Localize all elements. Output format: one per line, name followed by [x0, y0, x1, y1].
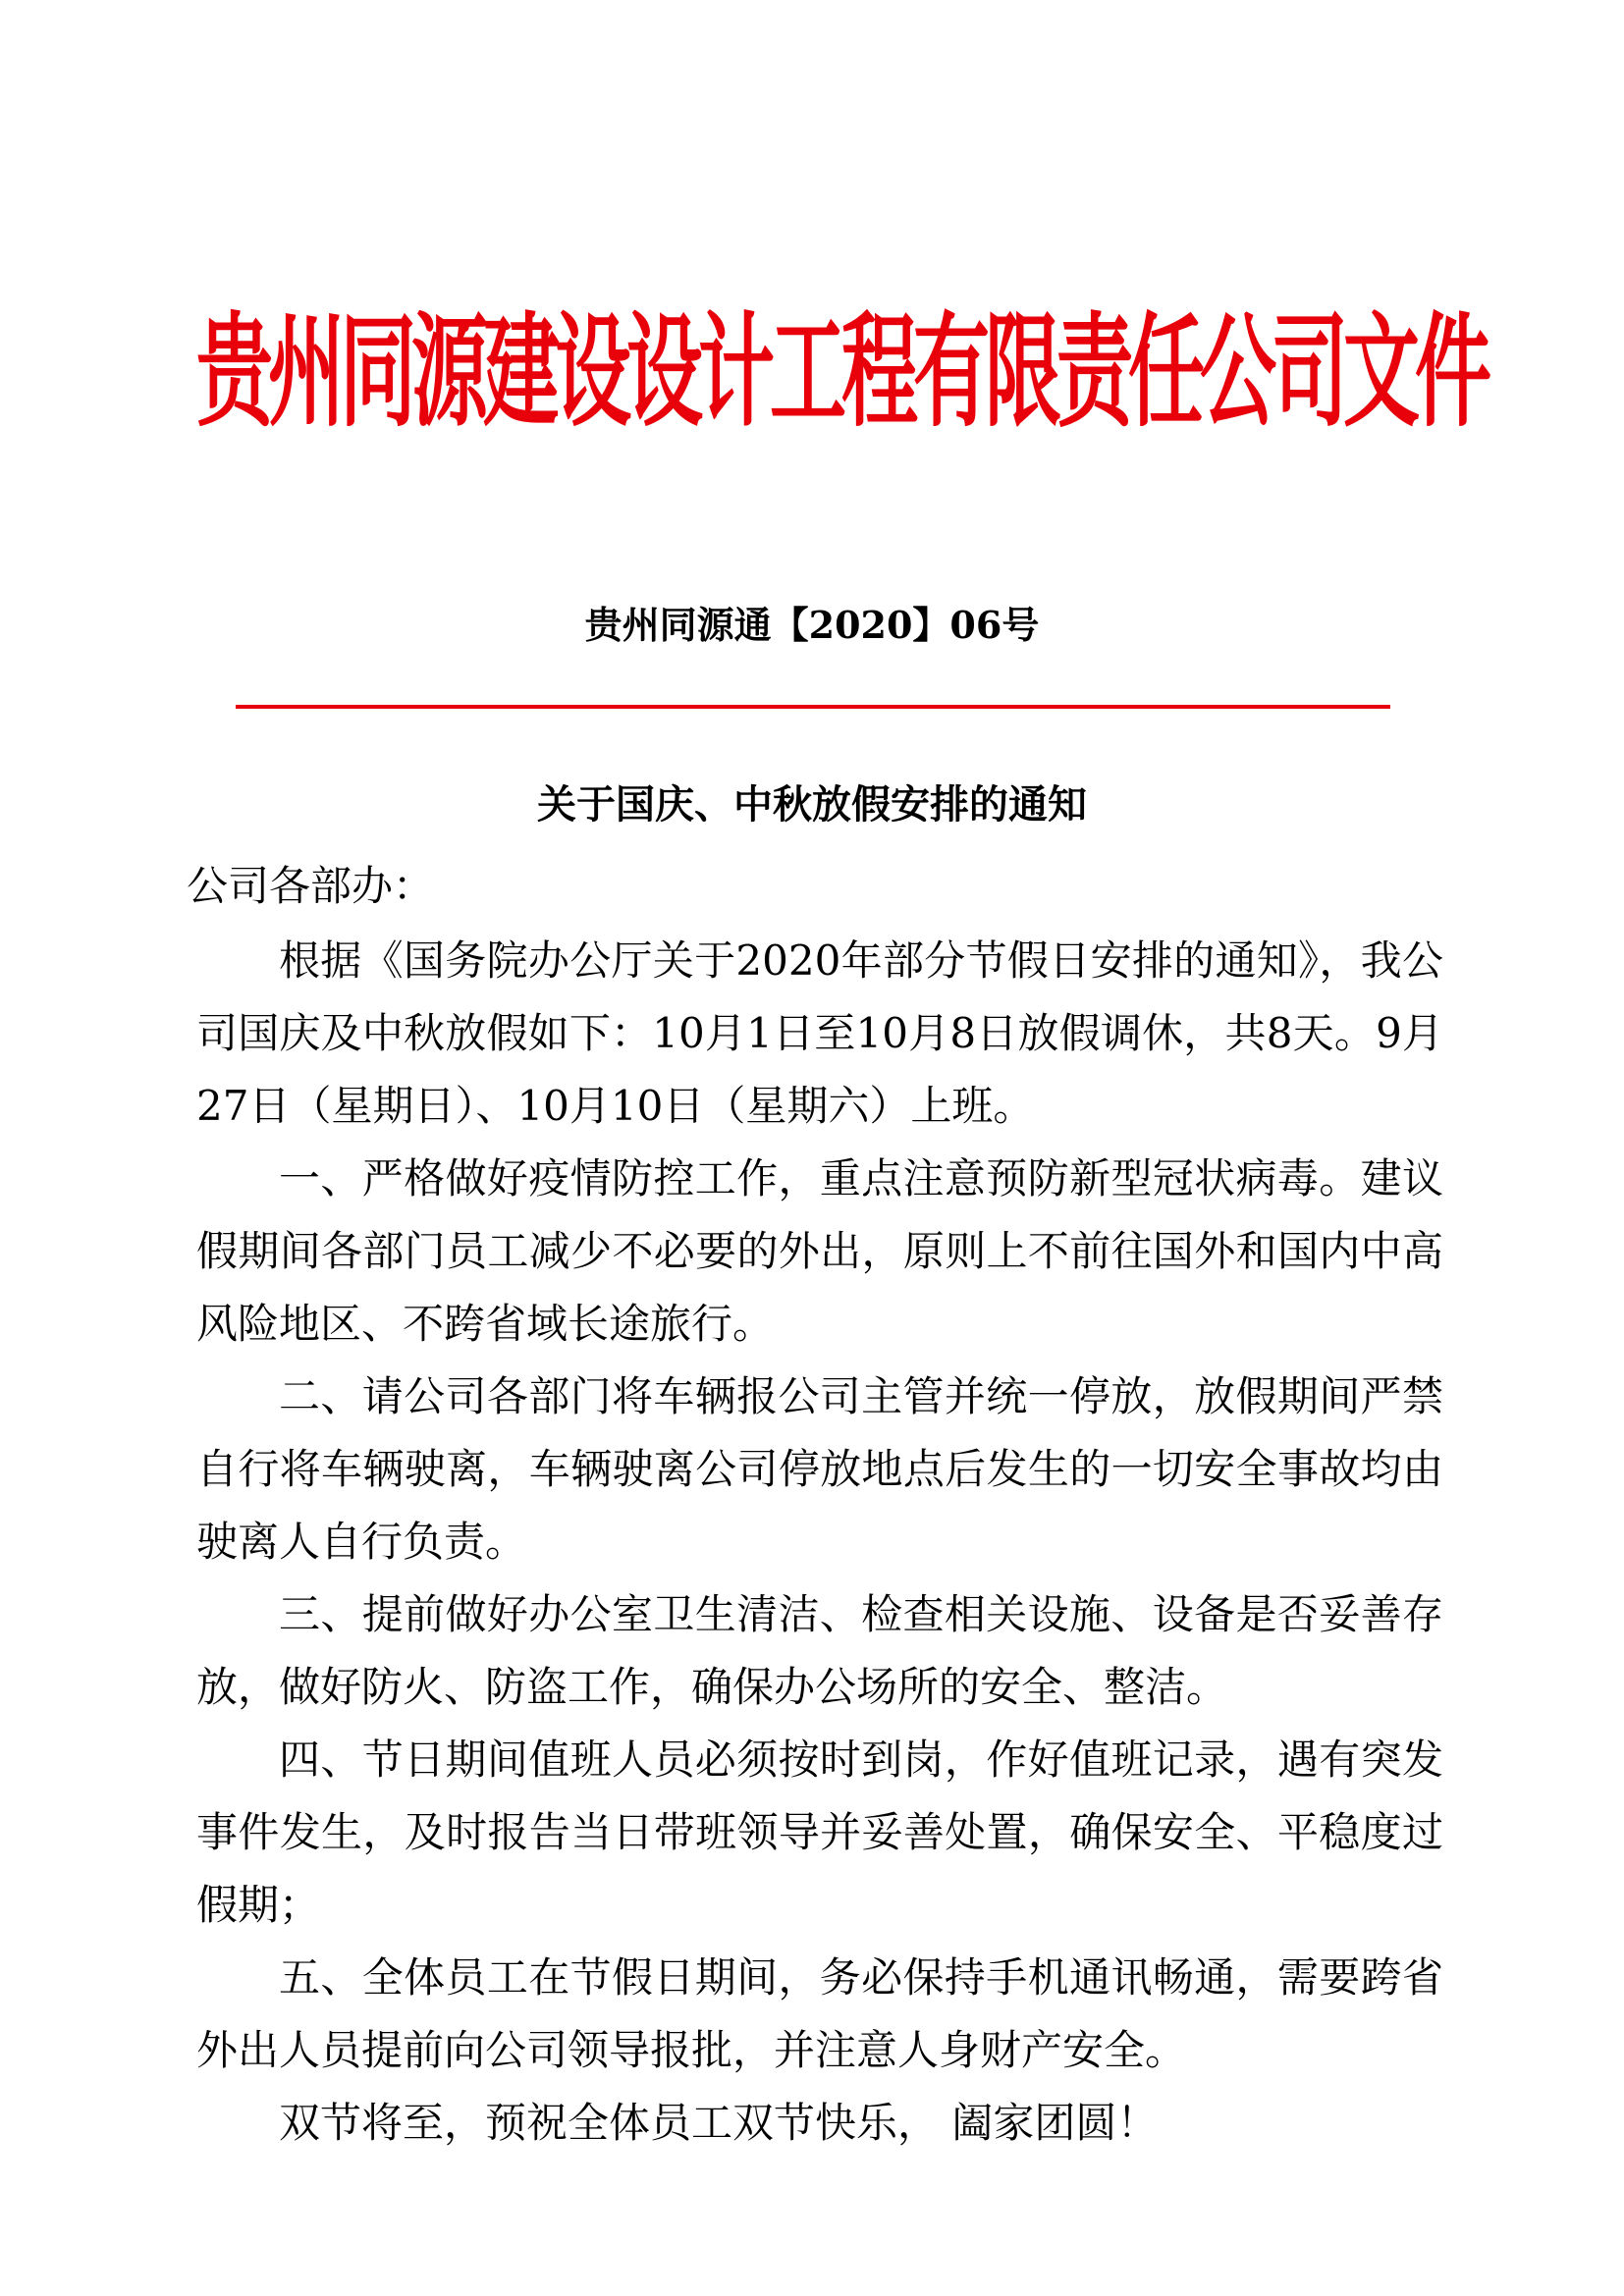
paragraph-closing: 双节将至，预祝全体员工双节快乐， 阖家团圆！	[279, 2099, 1159, 2147]
document-number: 贵州同源通【2020】06号	[584, 603, 1040, 647]
notice-body	[196, 925, 1443, 2160]
header-divider	[236, 705, 1390, 709]
paragraph-item-3: 三、提前做好办公室卫生清洁、检查相关设施、设备是否妥善存放，做好防火、防盗工作，确保办公场所的安全、整洁。	[196, 1590, 1443, 1711]
paragraph-item-4: 四、节日期间值班人员必须按时到岗，作好值班记录，遇有突发事件发生，及时报告当日带班领导并妥善处置，确保安全、平稳度过假期；	[196, 1735, 1443, 1929]
paragraph-item-5: 五、全体员工在节假日期间，务必保持手机通讯畅通，需要跨省外出人员提前向公司领导报批，并注意人身财产安全。	[196, 1953, 1443, 2074]
paragraph-item-2: 二、请公司各部门将车辆报公司主管并统一停放，放假期间严禁自行将车辆驶离，车辆驶离公司停放地点后发生的一切安全事故均由驶离人自行负责。	[196, 1372, 1443, 1566]
document-header-title: 贵州同源建设设计工程有限责任公司文件	[196, 302, 1488, 445]
salutation: 公司各部办：	[187, 862, 435, 910]
paragraph-intro: 根据《国务院办公厅关于2020年部分节假日安排的通知》，我公司国庆及中秋放假如下：10月1日至10月8日放假调休，共8天。9月27日（星期日）、10月10日（星期六）上班。	[196, 936, 1443, 1130]
paragraph-item-1: 一、严格做好疫情防控工作，重点注意预防新型冠状病毒。建议假期间各部门员工减少不必要的外出，原则上不前往国外和国内中高风险地区、不跨省域长途旅行。	[196, 1154, 1443, 1348]
notice-title: 关于国庆、中秋放假安排的通知	[537, 781, 1087, 828]
